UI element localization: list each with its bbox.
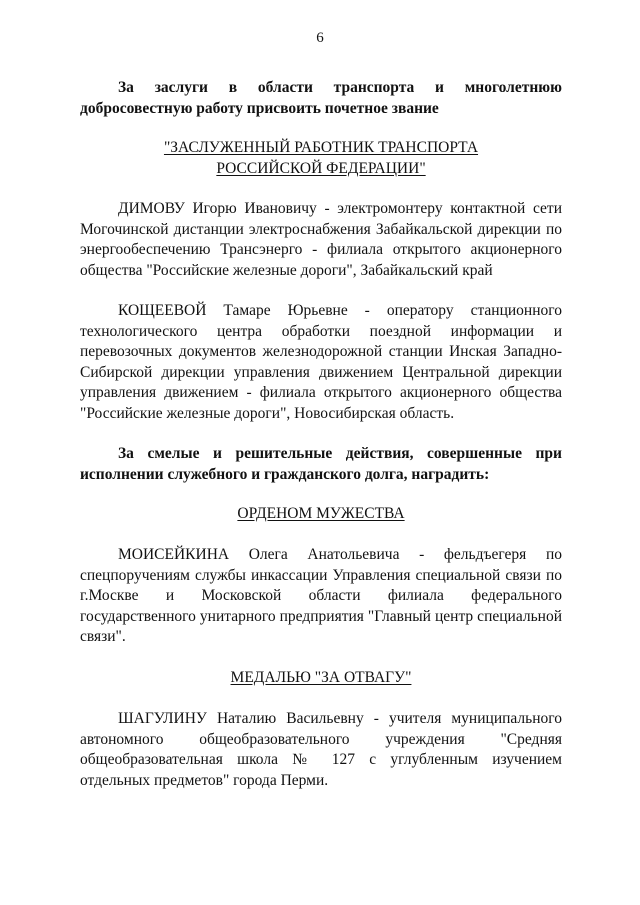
award-entry-dimov: ДИМОВУ Игорю Ивановичу - электромонтеру контактной сети Могочинской дистанции электроснабжения Забайкальской дирекции по энергообеспечению Трансэнерго - филиала открытого акционерного общества "Российские железные дороги", Забайкальский край [80,200,562,279]
section1-intro: За заслуги в области транспорта и многолетнюю добросовестную работу присвоить почетное звание [80,79,562,117]
award1-title [80,504,562,525]
award2-title [80,668,562,689]
section1-title-line2: РОССИЙСКОЙ ФЕДЕРАЦИИ" [216,159,426,177]
award1-title-text: ОРДЕНОМ МУЖЕСТВА [237,505,405,522]
award2-title-text: МЕДАЛЬЮ "ЗА ОТВАГУ" [230,669,412,686]
section1-title-line1: "ЗАСЛУЖЕННЫЙ РАБОТНИК ТРАНСПОРТА [163,139,479,156]
award-entry-shagulina: ШАГУЛИНУ Наталию Васильевну - учителя муниципального автономного общеобразовательного учреждения "Средняя общеобразовательная школа № 127 с углубленным изучением отдельных предметов" города Перми. [80,710,562,789]
section2-intro: За смелые и решительные действия, совершенные при исполнении служебного и гражданского долга, наградить: [80,445,562,483]
page-number: 6 [316,30,324,46]
section1-title [80,138,562,179]
award-entry-moiseykin: МОИСЕЙКИНА Олега Анатольевича - фельдъегеря по спецпоручениям службы инкассации Управления специальной связи по г.Москве и Московской области филиала федерального государственного унитарного предприятия "Главный центр специальной связи". [80,546,562,645]
award-entry-koshcheeva: КОЩЕЕВОЙ Тамаре Юрьевне - оператору станционного технологического центра обработки поездной информации и перевозочных документов железнодорожной станции Инская Западно-Сибирской дирекции управления движением Центральной дирекции управления движением - филиала открытого акционерного общества "Российские железные дороги", Новосибирская область. [80,302,562,422]
